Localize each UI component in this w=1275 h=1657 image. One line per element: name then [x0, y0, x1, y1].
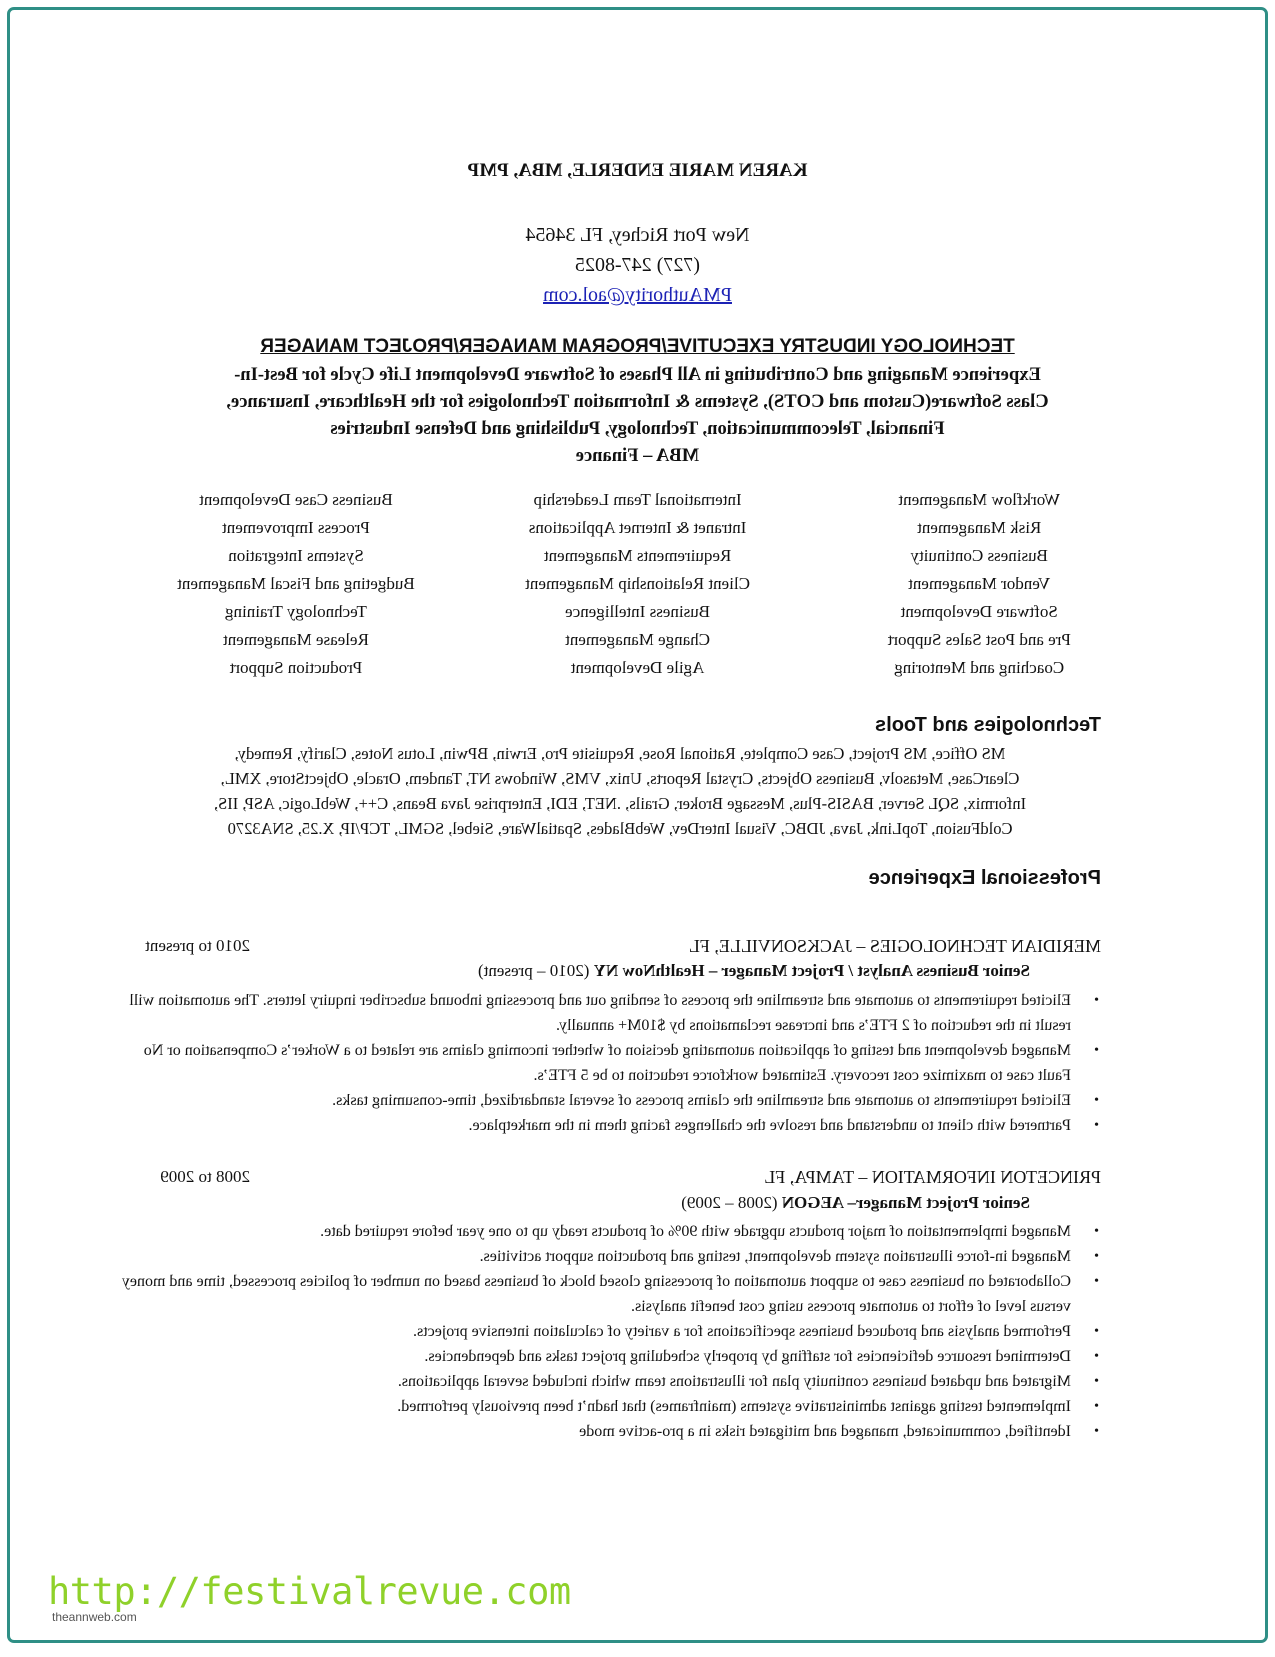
job-company [764, 1167, 1101, 1188]
skills-column-1 [808, 486, 1150, 682]
skill-item: Agile Development [570, 658, 705, 677]
tech-line: MS Office, MS Project, Case Complete, Rational Rose, Requisite Pro, Erwin, BPwin, Lotus Notes, Clarify, Remedy, [234, 744, 1006, 763]
candidate-name: KAREN MARIE ENDERLE, MBA, PMP [467, 160, 808, 181]
job-role [478, 961, 1030, 981]
skill-item: Systems Integration [228, 546, 364, 565]
list-item: • Elicited requirements to automate and streamline the claims process of several standardized, time-consuming tasks. [111, 1088, 1101, 1113]
list-item: • Managed development and testing of application automating decision of whether incoming claims are related to a Worker’s Compensation or No Fault case to maximize cost recovery. Estimated workforce reduction to be 5 FTE’s. [111, 1038, 1101, 1088]
list-item: • Implemented testing against administrative systems (mainframes) that hadn’t been previously performed. [111, 1394, 1101, 1419]
skills-column-2 [467, 486, 809, 682]
summary-line: Class Software(Custom and COTS), Systems & Information Technologies for the Healthcare, Insurance, [226, 392, 1049, 412]
job-bullets [111, 1219, 1101, 1444]
skill-item: Vendor Management [908, 574, 1051, 593]
job-role-dates: (2010 – present) [477, 961, 590, 980]
skill-item: Release Management [223, 630, 369, 649]
resume-document [10, 10, 1265, 1640]
tech-line: ClearCase, Metasolv, Business Objects, Crystal Reports, Unix, VMS, Windows NT, Tandem, Oracle, ObjectStore, XML, [220, 769, 1020, 788]
skill-item: Production Support [229, 658, 363, 677]
skill-item: Risk Management [917, 518, 1042, 537]
page-frame [7, 7, 1268, 1643]
job-role-title: Senior Business Analyst / Project Manager – HealthNow NY [593, 961, 1030, 980]
skill-item: Business Intelligence [565, 602, 711, 621]
summary-line: MBA – Finance [575, 446, 700, 466]
technologies-list [125, 741, 1115, 841]
contact-block [10, 220, 1265, 310]
tech-line: ColdFusion, TopLink, Java, JDBC, Visual InterDev, WebBlades, SpatialWare, Siebel, SGML, TCP/IP, X.25, SNA3270 [227, 819, 1013, 838]
skill-item: Requirements Management [543, 546, 732, 565]
job-role-dates: (2008 – 2009) [681, 1193, 778, 1212]
job-role-title: Senior Project Manager– AEGON [781, 1193, 1030, 1212]
email-link[interactable]: PMAuthority@aol.com [543, 284, 732, 306]
job-dates: 2008 to 2009 [160, 1167, 250, 1186]
skill-item: Process Improvement [222, 518, 370, 537]
city-line: New Port Richey, FL 34654 [525, 224, 750, 246]
skills-column-3 [125, 486, 467, 682]
skill-item: International Team Leadership [533, 490, 742, 509]
summary-line: Financial, Telecommunication, Technology, Publishing and Defense Industries [330, 419, 945, 439]
skill-item: Workflow Management [898, 490, 1060, 509]
job-bullets [111, 988, 1101, 1138]
phone-line: (727) 247-8025 [575, 254, 700, 276]
list-item: • Elicited requirements to automate and streamline the process of sending out and processing inbound subscriber inquiry letters. The automation will result in the reduction of 2 FTE’s and increase reclamations by $10M+ annually. [111, 988, 1101, 1038]
list-item: • Determined resource deficiencies for staffing by properly scheduling project tasks and dependencies. [111, 1344, 1101, 1369]
list-item: • Managed in-force illustration system development, testing and production support activities. [111, 1244, 1101, 1269]
skill-item: Software Development [900, 602, 1058, 621]
list-item: • Migrated and updated business continuity plan for illustrations team which included several applications. [111, 1369, 1101, 1394]
job-company-name: MERIDIAN TECHNOLOGIES – JACKSONVILLE, FL [688, 936, 1101, 956]
job-company [689, 936, 1101, 957]
skills-grid [125, 486, 1150, 682]
skill-item: Intranet & Internet Applications [528, 518, 747, 537]
skill-item: Technology Training [224, 602, 367, 621]
skill-item: Client Relationship Management [525, 574, 750, 593]
watermark-small: theannweb.com [52, 1610, 137, 1624]
skill-item: Budgeting and Fiscal Management [177, 574, 415, 593]
list-item: • Collaborated on business case to support automation of processing closed block of business based on number of policies processed, time and money versus level of effort to automate process using cost benefit analysis. [111, 1269, 1101, 1319]
skill-item: Coaching and Mentoring [894, 658, 1065, 677]
skill-item: Business Continuity [910, 546, 1048, 565]
list-item: • Managed implementation of major products upgrade with 90% of products ready up to one year before required date. [111, 1219, 1101, 1244]
skill-item: Change Management [565, 630, 711, 649]
job-dates: 2010 to present [145, 936, 250, 955]
list-item: • Performed analysis and produced business specifications for a variety of calculation intensive projects. [111, 1319, 1101, 1344]
experience-heading: Professional Experience [868, 867, 1101, 889]
list-item: • Identified, communicated, managed and mitigated risks in a pro-active mode [111, 1419, 1101, 1444]
watermark-url: http://festivalrevue.com [48, 1570, 571, 1613]
tech-line: Informix, SQL Server, BASIS-Plus, Message Broker, Grails, .NET, EDI, Enterprise Java Beans, C++, WebLogic, ASP, IIS, [213, 794, 1027, 813]
summary-block [120, 362, 1155, 470]
job-company-name: PRINCETON INFORMATION – TAMPA, FL [764, 1167, 1101, 1187]
technologies-heading: Technologies and Tools [875, 714, 1101, 736]
title-banner: TECHNOLOGY INDUSTRY EXECUTIVE/PROGRAM MANAGER/PROJECT MANAGER [260, 336, 1015, 357]
skill-item: Pre and Post Sales Support [887, 630, 1071, 649]
job-role [681, 1193, 1030, 1213]
list-item: • Partnered with client to understand and resolve the challenges facing them in the marketplace. [111, 1113, 1101, 1138]
summary-line: Experience Managing and Contributing in All Phases of Software Development Life Cycle for Best-In- [234, 365, 1041, 385]
skill-item: Business Case Development [199, 490, 393, 509]
